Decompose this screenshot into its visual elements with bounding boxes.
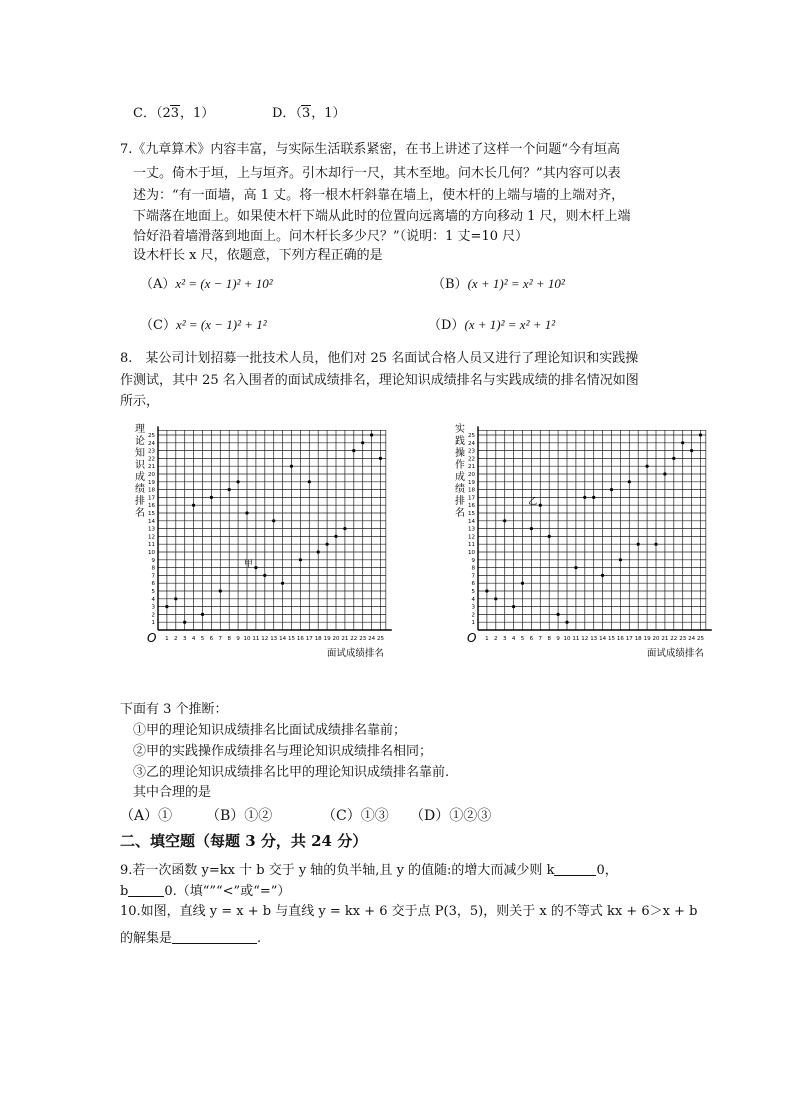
x-tick-label: 14 — [279, 636, 287, 642]
data-point — [201, 613, 204, 616]
x-tick-label: 17 — [305, 636, 313, 642]
y-tick-label: 6 — [471, 581, 475, 588]
q7-line2: 一丈。倚木于垣，上与垣齐。引木却行一尺，其木至地。问木长几何？”其内容可以表 — [133, 166, 621, 181]
y-axis-label-char: 成 — [135, 472, 145, 483]
x-tick-label: 7 — [538, 636, 543, 642]
data-point — [237, 480, 240, 483]
x-tick-label: 20 — [652, 636, 660, 642]
option-d: D．（3，1） — [272, 106, 346, 121]
data-point — [308, 480, 311, 483]
y-tick-label: 21 — [468, 464, 475, 471]
y-axis-label-char: 识 — [135, 460, 145, 471]
origin-label: O — [147, 631, 157, 645]
y-tick-label: 22 — [468, 456, 475, 463]
y-tick-label: 24 — [468, 440, 475, 447]
data-point — [326, 543, 329, 546]
y-tick-label: 11 — [468, 542, 475, 549]
data-point — [174, 597, 177, 600]
x-tick-label: 4 — [511, 636, 516, 642]
q8-option-b: （B）①② — [206, 808, 273, 824]
y-tick-label: 3 — [471, 604, 475, 611]
y-tick-label: 4 — [471, 596, 475, 603]
y-tick-label: 20 — [148, 472, 155, 478]
option-c: C．（23，1） — [133, 106, 215, 121]
y-tick-label: 12 — [468, 534, 475, 541]
data-point — [637, 543, 640, 546]
q10-blank[interactable] — [172, 931, 257, 944]
y-tick-label: 5 — [471, 589, 475, 595]
y-tick-label: 9 — [151, 557, 155, 564]
x-tick-label: 16 — [296, 636, 304, 642]
x-tick-label: 13 — [590, 636, 598, 642]
y-tick-label: 10 — [148, 550, 155, 556]
x-tick-label: 11 — [252, 636, 260, 642]
data-point — [690, 449, 693, 452]
data-point — [601, 574, 604, 577]
x-tick-label: 9 — [556, 636, 560, 642]
data-point — [583, 496, 586, 499]
q9-line1: 9.若一次函数 y=kx 十 b 交于 y 轴的负半轴,且 y 的值随:的增大而减少则 k 0， — [120, 863, 618, 878]
y-axis-label-char: 实 — [455, 424, 465, 435]
y-tick-label: 7 — [471, 573, 475, 580]
q7-line6: 设木杆长 x 尺，依题意，下列方程正确的是 — [133, 248, 383, 263]
x-tick-label: 3 — [502, 636, 507, 642]
data-point — [317, 550, 320, 553]
y-tick-label: 19 — [148, 479, 155, 486]
y-tick-label: 1 — [471, 620, 475, 627]
q7-option-b: （B）(x + 1)² = x² + 10² — [432, 276, 565, 292]
point-label: 乙 — [528, 497, 538, 508]
q8-line2: 作测试，其中 25 名入围者的面试成绩排名，理论知识成绩排名与实践成绩的排名情况如图 — [120, 373, 639, 388]
y-tick-label: 9 — [471, 557, 475, 564]
y-tick-label: 17 — [148, 495, 155, 502]
x-axis-label: 面试成绩排名 — [646, 648, 704, 658]
y-axis-label-char: 绩 — [135, 484, 145, 495]
origin-label: O — [467, 631, 477, 645]
x-tick-label: 22 — [670, 636, 678, 642]
y-axis-label-char: 理 — [135, 424, 145, 435]
y-axis-label-char: 作 — [455, 460, 465, 471]
point-label: 甲 — [243, 559, 253, 570]
q7-option-a: （A）x² = (x − 1)² + 10² — [140, 276, 273, 292]
x-tick-label: 5 — [520, 636, 525, 642]
q8-statement-1: ①甲的理论知识成绩排名比面试成绩排名靠前； — [133, 723, 407, 738]
x-tick-label: 12 — [261, 636, 269, 642]
q10-line1: 10.如图，直线 y = x + b 与直线 y = kx + 6 交于点 P(3，5)，则关于 x 的不等式 kx + 6＞x + b — [120, 904, 698, 919]
y-tick-label: 20 — [468, 472, 475, 478]
y-tick-label: 13 — [468, 526, 475, 533]
y-tick-label: 12 — [148, 534, 155, 541]
y-tick-label: 11 — [148, 542, 155, 549]
data-point — [592, 496, 595, 499]
x-tick-label: 20 — [332, 636, 340, 642]
y-tick-label: 1 — [151, 620, 155, 627]
y-tick-label: 14 — [468, 518, 475, 525]
data-point — [672, 457, 675, 460]
data-point — [272, 519, 275, 522]
x-tick-label: 24 — [688, 636, 696, 642]
y-axis-label-char: 名 — [455, 508, 465, 519]
x-tick-label: 9 — [236, 636, 240, 642]
data-point — [245, 511, 248, 514]
data-point — [254, 566, 257, 569]
data-point — [574, 566, 577, 569]
y-tick-label: 16 — [148, 503, 155, 510]
data-point — [699, 433, 702, 436]
data-point — [290, 465, 293, 468]
x-tick-label: 6 — [209, 636, 214, 642]
x-tick-label: 5 — [200, 636, 205, 642]
x-tick-label: 2 — [174, 636, 178, 642]
data-point — [210, 496, 213, 499]
y-tick-label: 6 — [151, 581, 155, 588]
x-tick-label: 19 — [323, 636, 331, 642]
data-point — [334, 535, 337, 538]
x-tick-label: 22 — [350, 636, 358, 642]
q9-line2: b 0.（填“”“<”或“=”） — [120, 884, 291, 899]
x-tick-label: 1 — [165, 636, 169, 642]
y-axis-label-char: 排 — [135, 496, 145, 507]
x-tick-label: 8 — [227, 636, 231, 642]
x-tick-label: 15 — [288, 636, 295, 642]
y-axis-label-char: 名 — [135, 508, 145, 519]
y-tick-label: 22 — [148, 456, 155, 463]
x-tick-label: 19 — [643, 636, 651, 642]
x-tick-label: 18 — [314, 636, 322, 642]
y-tick-label: 21 — [148, 464, 155, 471]
y-tick-label: 10 — [468, 550, 475, 556]
practice-rank-chart — [440, 418, 725, 658]
x-tick-label: 17 — [625, 636, 633, 642]
x-tick-label: 18 — [634, 636, 642, 642]
y-tick-label: 5 — [151, 589, 155, 595]
x-tick-label: 2 — [494, 636, 498, 642]
data-point — [681, 441, 684, 444]
q7-option-d: （D）(x + 1)² = x² + 1² — [428, 317, 556, 333]
x-tick-label: 25 — [377, 636, 384, 642]
x-tick-label: 12 — [581, 636, 589, 642]
y-tick-label: 18 — [148, 487, 155, 494]
q8-line1: 8. 某公司计划招募一批技术人员，他们对 25 名面试合格人员又进行了理论知识和实践操 — [120, 351, 639, 366]
q8-statement-3: ③乙的理论知识成绩排名比甲的理论知识成绩排名靠前. — [133, 765, 450, 780]
q9-blank-b[interactable] — [128, 884, 164, 897]
x-tick-label: 15 — [608, 636, 615, 642]
q7-option-c: （C）x² = (x − 1)² + 1² — [140, 317, 267, 333]
data-point — [352, 449, 355, 452]
data-point — [503, 519, 506, 522]
y-tick-label: 2 — [471, 612, 475, 619]
data-point — [299, 558, 302, 561]
data-point — [263, 574, 266, 577]
data-point — [548, 535, 551, 538]
data-point — [530, 527, 533, 530]
data-point — [370, 433, 373, 436]
q8-statements-intro: 下面有 3 个推断： — [120, 702, 228, 717]
data-point — [361, 441, 364, 444]
y-axis-label-char: 排 — [455, 496, 465, 507]
y-tick-label: 23 — [148, 448, 155, 455]
data-point — [343, 527, 346, 530]
data-point — [663, 472, 666, 475]
x-tick-label: 23 — [359, 636, 367, 642]
y-tick-label: 7 — [151, 573, 155, 580]
x-axis-label: 面试成绩排名 — [326, 648, 384, 658]
q10-line2: 的解集是 . — [120, 931, 262, 946]
y-tick-label: 8 — [471, 565, 475, 572]
x-tick-label: 11 — [572, 636, 580, 642]
y-tick-label: 2 — [151, 612, 155, 619]
theory-rank-chart — [120, 418, 405, 658]
data-point — [539, 504, 542, 507]
q8-option-c: （C）①③ — [322, 808, 389, 824]
y-tick-label: 15 — [148, 511, 155, 517]
x-tick-label: 13 — [270, 636, 278, 642]
x-tick-label: 1 — [485, 636, 489, 642]
q9-blank-k[interactable] — [554, 863, 596, 876]
x-tick-label: 3 — [182, 636, 187, 642]
x-tick-label: 14 — [599, 636, 607, 642]
section-title: 二、填空题（每题 3 分，共 24 分） — [120, 832, 368, 850]
x-tick-label: 21 — [661, 636, 669, 642]
q7-line1: 7.《九章算术》内容丰富，与实际生活联系紧密，在书上讲述了这样一个问题“今有垣高 — [120, 142, 621, 157]
y-tick-label: 17 — [468, 495, 475, 502]
x-tick-label: 23 — [679, 636, 687, 642]
y-tick-label: 25 — [148, 433, 155, 439]
data-point — [219, 589, 222, 592]
y-tick-label: 13 — [148, 526, 155, 533]
data-point — [494, 597, 497, 600]
q8-statement-2: ②甲的实践操作成绩排名与理论知识成绩排名相同； — [133, 744, 433, 759]
y-tick-label: 15 — [468, 511, 475, 517]
y-tick-label: 19 — [468, 479, 475, 486]
data-point — [557, 613, 560, 616]
q8-option-a: （A）① — [120, 808, 173, 824]
y-tick-label: 3 — [151, 604, 155, 611]
data-point — [610, 488, 613, 491]
q8-ask: 其中合理的是 — [133, 785, 212, 800]
data-point — [192, 504, 195, 507]
x-tick-label: 25 — [697, 636, 704, 642]
y-tick-label: 25 — [468, 433, 475, 439]
x-tick-label: 10 — [243, 636, 251, 642]
data-point — [512, 605, 515, 608]
data-point — [485, 589, 488, 592]
x-tick-label: 16 — [616, 636, 624, 642]
data-point — [628, 480, 631, 483]
data-point — [619, 558, 622, 561]
x-tick-label: 8 — [547, 636, 551, 642]
y-tick-label: 14 — [148, 518, 155, 525]
data-point — [183, 621, 186, 624]
y-axis-label-char: 知 — [135, 448, 145, 459]
q7-line3: 述为：“有一面墙，高 1 丈。将一根木杆斜靠在墙上，使木杆的上端与墙的上端对齐， — [133, 188, 625, 203]
y-axis-label-char: 践 — [455, 436, 465, 447]
y-axis-label-char: 绩 — [455, 484, 465, 495]
y-axis-label-char: 成 — [455, 472, 465, 483]
x-tick-label: 6 — [529, 636, 534, 642]
y-tick-label: 23 — [468, 448, 475, 455]
x-tick-label: 24 — [368, 636, 376, 642]
q8-line3: 所示， — [120, 394, 160, 409]
y-tick-label: 16 — [468, 503, 475, 510]
data-point — [281, 582, 284, 585]
y-axis-label-char: 论 — [135, 436, 145, 447]
y-tick-label: 24 — [148, 440, 155, 447]
y-tick-label: 4 — [151, 596, 155, 603]
x-tick-label: 7 — [218, 636, 223, 642]
data-point — [521, 582, 524, 585]
q7-line5: 恰好沿着墙滑落到地面上。问木杆长多少尺？”（说明：1 丈=10 尺） — [133, 229, 529, 244]
y-tick-label: 18 — [468, 487, 475, 494]
y-tick-label: 8 — [151, 565, 155, 572]
data-point — [228, 488, 231, 491]
x-tick-label: 10 — [563, 636, 571, 642]
y-axis-label-char: 操 — [455, 448, 465, 459]
x-tick-label: 4 — [191, 636, 196, 642]
data-point — [379, 457, 382, 460]
q8-option-d: （D）①②③ — [410, 808, 492, 824]
q7-line4: 下端落在地面上。如果使木杆下端从此时的位置向远离墙的方向移动 1 尺，则木杆上端 — [133, 209, 631, 224]
data-point — [654, 543, 657, 546]
data-point — [165, 605, 168, 608]
data-point — [646, 465, 649, 468]
data-point — [565, 621, 568, 624]
x-tick-label: 21 — [341, 636, 349, 642]
